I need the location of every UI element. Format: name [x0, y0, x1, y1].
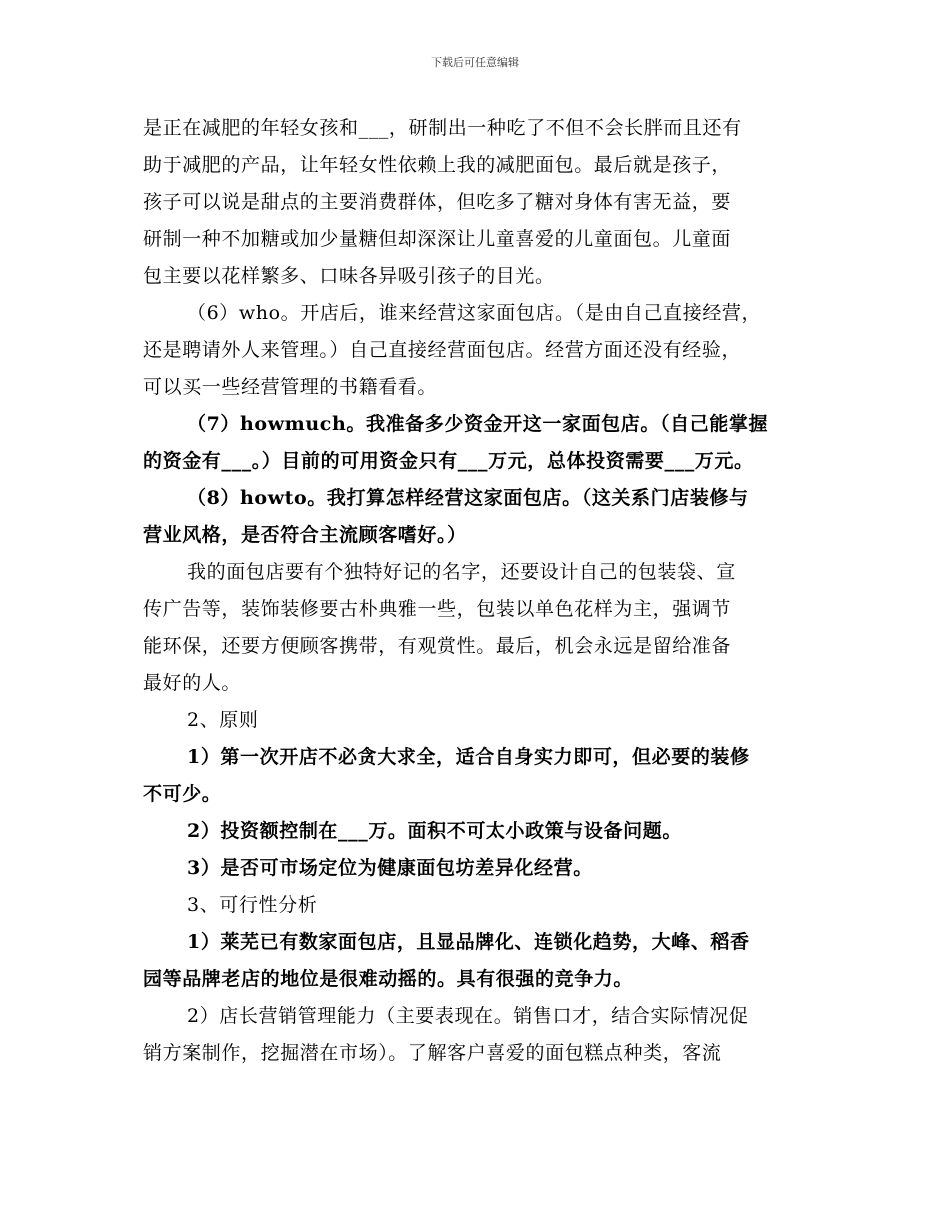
text-line: （7）howmuch。我准备多少资金开这一家面包店。（自己能掌握 [187, 413, 769, 435]
text-line: 孩子可以说是甜点的主要消费群体，但吃多了糖对身体有害无益，要 [143, 191, 732, 213]
text-line: 能环保，还要方便顾客携带，有观赏性。最后，机会永远是留给准备 [143, 635, 732, 657]
text-line: 不可少。 [143, 783, 222, 805]
text-line: 2）投资额控制在___万。面积不可太小政策与设备问题。 [187, 820, 682, 842]
text-line: 2）店长营销管理能力（主要表现在。销售口才，结合实际情况促 [187, 1005, 749, 1027]
text-line: 还是聘请外人来管理。）自己直接经营面包店。经营方面还没有经验， [143, 339, 742, 361]
text-line: 销方案制作，挖掘潜在市场）。了解客户喜爱的面包糕点种类，客流 [143, 1042, 722, 1064]
text-line: 研制一种不加糖或加少量糖但却深深让儿童喜爱的儿童面包。儿童面 [143, 228, 732, 250]
text-line: 园等品牌老店的地位是很难动摇的。具有很强的竞争力。 [143, 968, 634, 990]
text-line: 包主要以花样繁多、口味各异吸引孩子的目光。 [143, 265, 555, 287]
text-line: 3）是否可市场定位为健康面包坊差异化经营。 [187, 857, 593, 879]
text-line: 传广告等，装饰装修要古朴典雅一些，包装以单色花样为主，强调节 [143, 598, 732, 620]
text-line: 最好的人。 [143, 672, 242, 694]
section-heading: 2、原则 [187, 709, 259, 731]
text-line: 营业风格，是否符合主流顾客嗜好。） [143, 524, 467, 546]
text-line: 助于减肥的产品，让年轻女性依赖上我的减肥面包。最后就是孩子， [143, 154, 732, 176]
text-line: 的资金有___。）目前的可用资金只有___万元，总体投资需要___万元。 [143, 450, 754, 472]
section-heading: 3、可行性分析 [187, 894, 318, 916]
text-line: 我的面包店要有个独特好记的名字，还要设计自己的包装袋、宣 [187, 561, 736, 583]
text-line: 1）莱芜已有数家面包店，且显品牌化、连锁化趋势，大峰、稻香 [187, 931, 750, 953]
text-line: 可以买一些经营管理的书籍看看。 [143, 376, 438, 398]
text-line: 1）第一次开店不必贪大求全，适合自身实力即可，但必要的装修 [187, 746, 750, 768]
page-header: 下载后可任意编辑 [431, 56, 519, 69]
text-line: 是正在减肥的年轻女孩和___，研制出一种吃了不但不会长胖而且还有 [143, 117, 742, 139]
text-line: （8）howto。我打算怎样经营这家面包店。（这关系门店装修与 [187, 487, 749, 509]
document-body [143, 110, 811, 1072]
text-line: （6）who。开店后，谁来经营这家面包店。（是由自己直接经营， [187, 302, 762, 324]
